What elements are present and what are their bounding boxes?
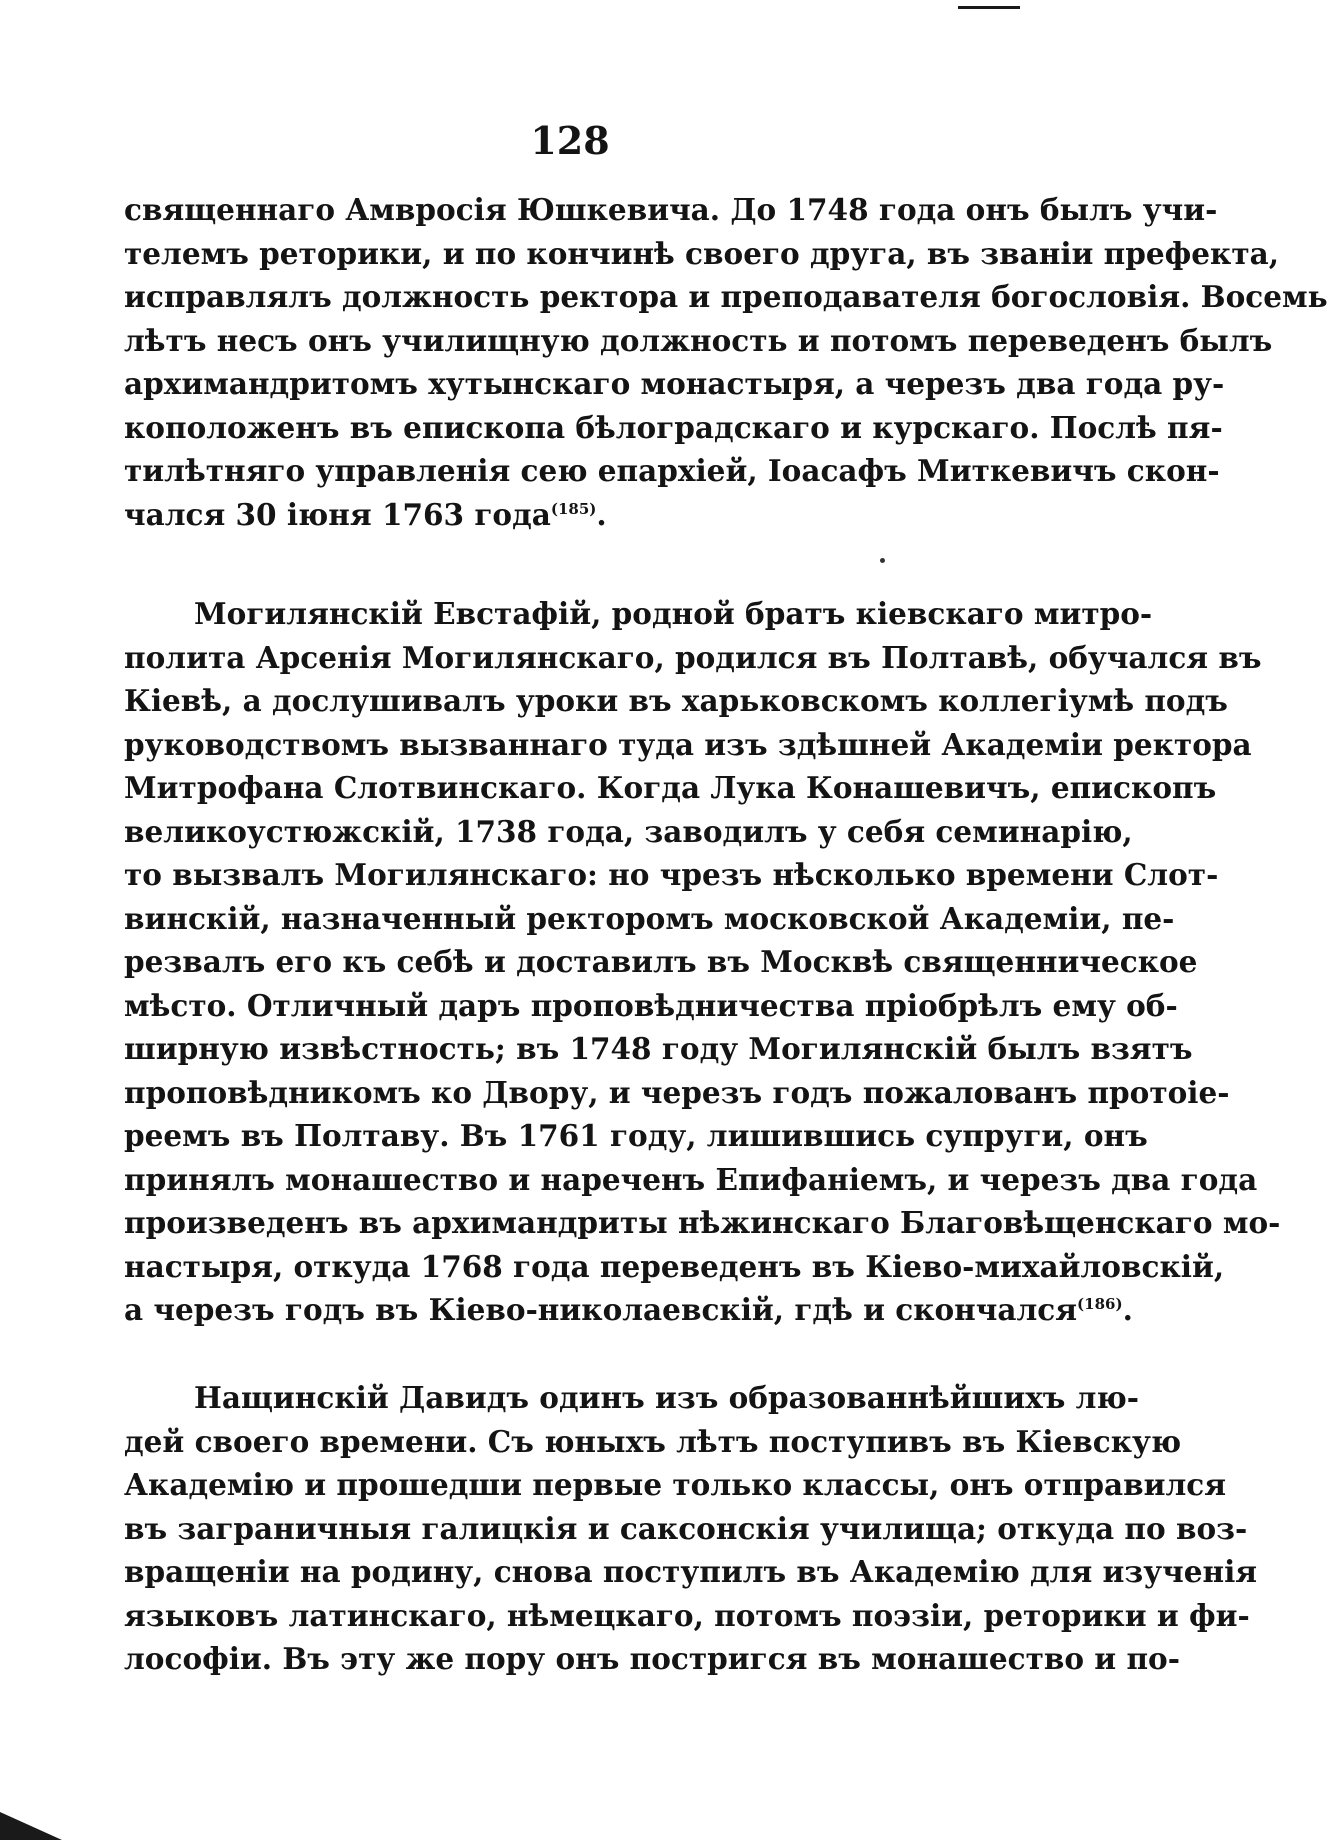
text-line: языковъ латинскаго, нѣмецкаго, потомъ поэзіи, реторики и фи- xyxy=(124,1597,1250,1633)
text-line: лософіи. Въ эту же пору онъ постригся въ монашество и по- xyxy=(124,1641,1180,1676)
footnote-marker: (185) xyxy=(550,499,597,518)
footnote-marker: (186) xyxy=(1077,1295,1123,1314)
text-line: мѣсто. Отличный даръ проповѣдничества пріобрѣлъ ему об- xyxy=(124,987,1178,1023)
text-line: произведенъ въ архимандриты нѣжинскаго Благовѣщенскаго мо- xyxy=(124,1205,1281,1240)
text-line: вращеніи на родину, снова поступилъ въ Академію для изученія xyxy=(124,1554,1258,1589)
text-line: руководствомъ вызваннаго туда изъ здѣшней Академіи ректора xyxy=(124,726,1252,762)
text-line: исправлялъ должность ректора и преподавателя богословія. Восемь xyxy=(124,279,1328,314)
text-line: Нащинскій Давидъ одинъ изъ образованнѣйшихъ лю- xyxy=(194,1380,1139,1415)
text-line: Митрофана Слотвинскаго. Когда Лука Конашевичъ, епископъ xyxy=(124,770,1217,805)
text-line: архимандритомъ хутынскаго монастыря, а черезъ два года ру- xyxy=(124,366,1225,401)
text-line: Академію и прошедши первые только классы, онъ отправился xyxy=(124,1467,1227,1502)
text-line: телемъ реторики, и по кончинѣ своего друга, въ званіи префекта, xyxy=(124,235,1280,271)
text-line: то вызвалъ Могилянскаго: но чрезъ нѣсколько времени Слот- xyxy=(124,857,1219,892)
text-line: настыря, откуда 1768 года переведенъ въ Кіево-михайловскій, xyxy=(124,1248,1225,1284)
text-line: въ заграничныя галицкія и саксонскія училища; откуда по воз- xyxy=(124,1510,1248,1546)
text-line: Могилянскій Евстафій, родной братъ кіевскаго митро- xyxy=(194,596,1153,631)
text-line: Кіевѣ, а дослушивалъ уроки въ харьковскомъ коллегіумѣ подъ xyxy=(124,683,1228,718)
line-text: чался 30 іюня 1763 года xyxy=(124,496,551,532)
text-line: лѣтъ несъ онъ училищную должность и потомъ переведенъ былъ xyxy=(124,322,1273,358)
paragraph-3 xyxy=(124,1376,1258,1681)
text-line: священнаго Амвросія Юшкевича. До 1748 года онъ былъ учи- xyxy=(124,192,1218,227)
line-text: а черезъ годъ въ Кіево-николаевскій, гдѣ и скончался xyxy=(124,1292,1078,1327)
speck-mark xyxy=(880,558,885,563)
page-number: 128 xyxy=(530,118,610,163)
text-line: дей своего времени. Съ юныхъ лѣтъ поступивъ въ Кіевскую xyxy=(124,1423,1182,1459)
line-tail: . xyxy=(596,496,607,532)
text-line: тилѣтняго управленія сею епархіей, Іоасафъ Миткевичъ скон- xyxy=(124,453,1220,488)
text-line: ширную извѣстность; въ 1748 году Могилянскій былъ взятъ xyxy=(124,1031,1193,1066)
text-line: резвалъ его къ себѣ и доставилъ въ Москвѣ священническое xyxy=(124,944,1198,979)
text-line: реемъ въ Полтаву. Въ 1761 году, лишившись супруги, онъ xyxy=(124,1118,1148,1153)
paragraph-2 xyxy=(124,592,1281,1332)
text-line-last xyxy=(124,1288,1133,1332)
text-line: винскій, назначенный ректоромъ московской Академіи, пе- xyxy=(124,900,1175,936)
text-line: великоустюжскій, 1738 года, заводилъ у себя семинарію, xyxy=(124,813,1133,849)
text-line: коположенъ въ епископа бѣлоградскаго и курскаго. Послѣ пя- xyxy=(124,409,1223,445)
line-tail: . xyxy=(1122,1292,1133,1327)
text-line: полита Арсенія Могилянскаго, родился въ Полтавѣ, обучался въ xyxy=(124,639,1262,675)
corner-edge-mark xyxy=(0,1812,62,1840)
text-line: принялъ монашество и нареченъ Епифаніемъ, и черезъ два года xyxy=(124,1161,1258,1197)
text-line: проповѣдникомъ ко Двору, и черезъ годъ пожалованъ протоіе- xyxy=(124,1074,1230,1110)
text-line-last xyxy=(124,493,1092,537)
top-edge-mark xyxy=(958,6,1020,9)
paragraph-1 xyxy=(124,188,1328,536)
